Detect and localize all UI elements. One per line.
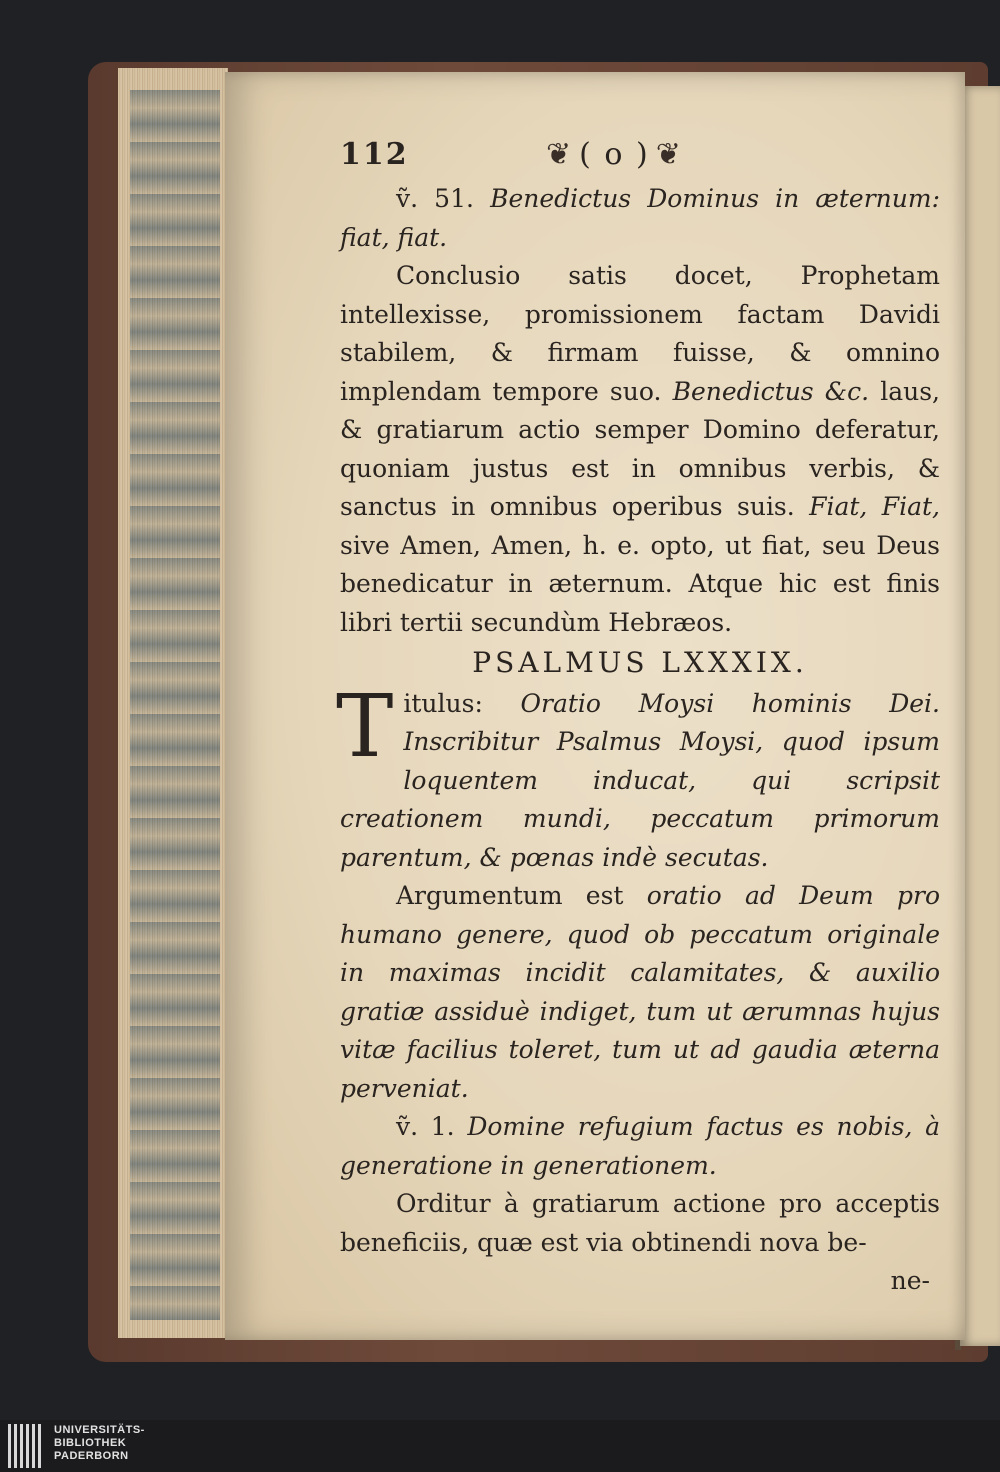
verse-51-label: ṽ. 51.: [396, 184, 474, 213]
running-head: [340, 130, 940, 180]
library-logo-icon: [8, 1424, 48, 1468]
drop-cap: T: [336, 676, 394, 777]
verse-51: [340, 180, 940, 257]
titulus-inscribitur: Inscribitur Psalmus Moysi, quod ipsum loquentem inducat, qui scripsit creationem mundi, peccatum primorum parentum, & pœnas indè secutas.: [340, 727, 940, 872]
logo-line-2: BIBLIOTHEK: [54, 1437, 127, 1449]
paragraph-orditur: Orditur à gratiarum actione pro acceptis beneficiis, quæ est via obtinendi nova be-: [340, 1189, 940, 1257]
argumentum-label: Argumentum est: [396, 881, 624, 910]
page-edge-stain: [130, 90, 220, 1320]
psalm-title: PSALMUS LXXXIX.: [472, 646, 808, 679]
page-text: [336, 130, 941, 1301]
ornament-right-icon: ❦: [655, 136, 683, 172]
page-number: 112: [340, 136, 409, 172]
paragraph-conclusio-italic: Benedictus &c.: [672, 376, 870, 406]
library-logo-text: [54, 1424, 145, 1463]
footer-bar: [0, 1420, 1000, 1472]
argumentum-text: oratio ad Deum pro humano genere, quod ob peccatum originale in maximas incidit calamitates, & auxilio gratiæ assiduè indiget, tum ut ærumnas hujus vitæ facilius toleret, tum ut ad gaudia æterna perveniat.: [340, 881, 941, 1103]
verse-1: [340, 1108, 940, 1185]
psalm-titulus: [336, 676, 940, 878]
titulus-oratio: Oratio Moysi hominis Dei.: [520, 688, 940, 718]
verse-1-text: Domine refugium factus es nobis, à generatione in generationem.: [340, 1112, 940, 1180]
facing-page: [960, 86, 1000, 1346]
paragraph-conclusio-c: sive Amen, Amen, h. e. opto, ut fiat, seu Deus benedicatur in æternum. Atque hic est finis libri tertii secundùm Hebræos.: [340, 530, 940, 637]
running-head-center: ( o ): [579, 136, 650, 172]
logo-line-3: PADERBORN: [54, 1450, 129, 1462]
logo-line-1: UNIVERSITÄTS-: [54, 1424, 145, 1436]
paragraph-conclusio-b: laus, & gratiarum actio semper Domino deferatur, quoniam justus est in omnibus verbis, & sanctus in omnibus operibus suis.: [340, 376, 940, 521]
verse-1-label: ṽ. 1.: [396, 1112, 455, 1141]
paragraph-conclusio: [340, 257, 940, 642]
verse-51-text: Benedictus Dominus in æternum: fiat, fiat.: [340, 184, 941, 252]
paragraph-conclusio-a: Conclusio satis docet, Prophetam intellexisse, promissionem factam Davidi stabilem, & firmam fuisse, & omnino implendam tempore suo.: [340, 261, 940, 406]
paragraph-argumentum: [340, 877, 940, 1108]
paragraph-conclusio-italic-2: Fiat, Fiat,: [809, 492, 940, 521]
catchword: ne-: [890, 1266, 930, 1295]
ornament-left-icon: ❦: [546, 136, 574, 172]
titulus-label: itulus:: [403, 688, 483, 718]
